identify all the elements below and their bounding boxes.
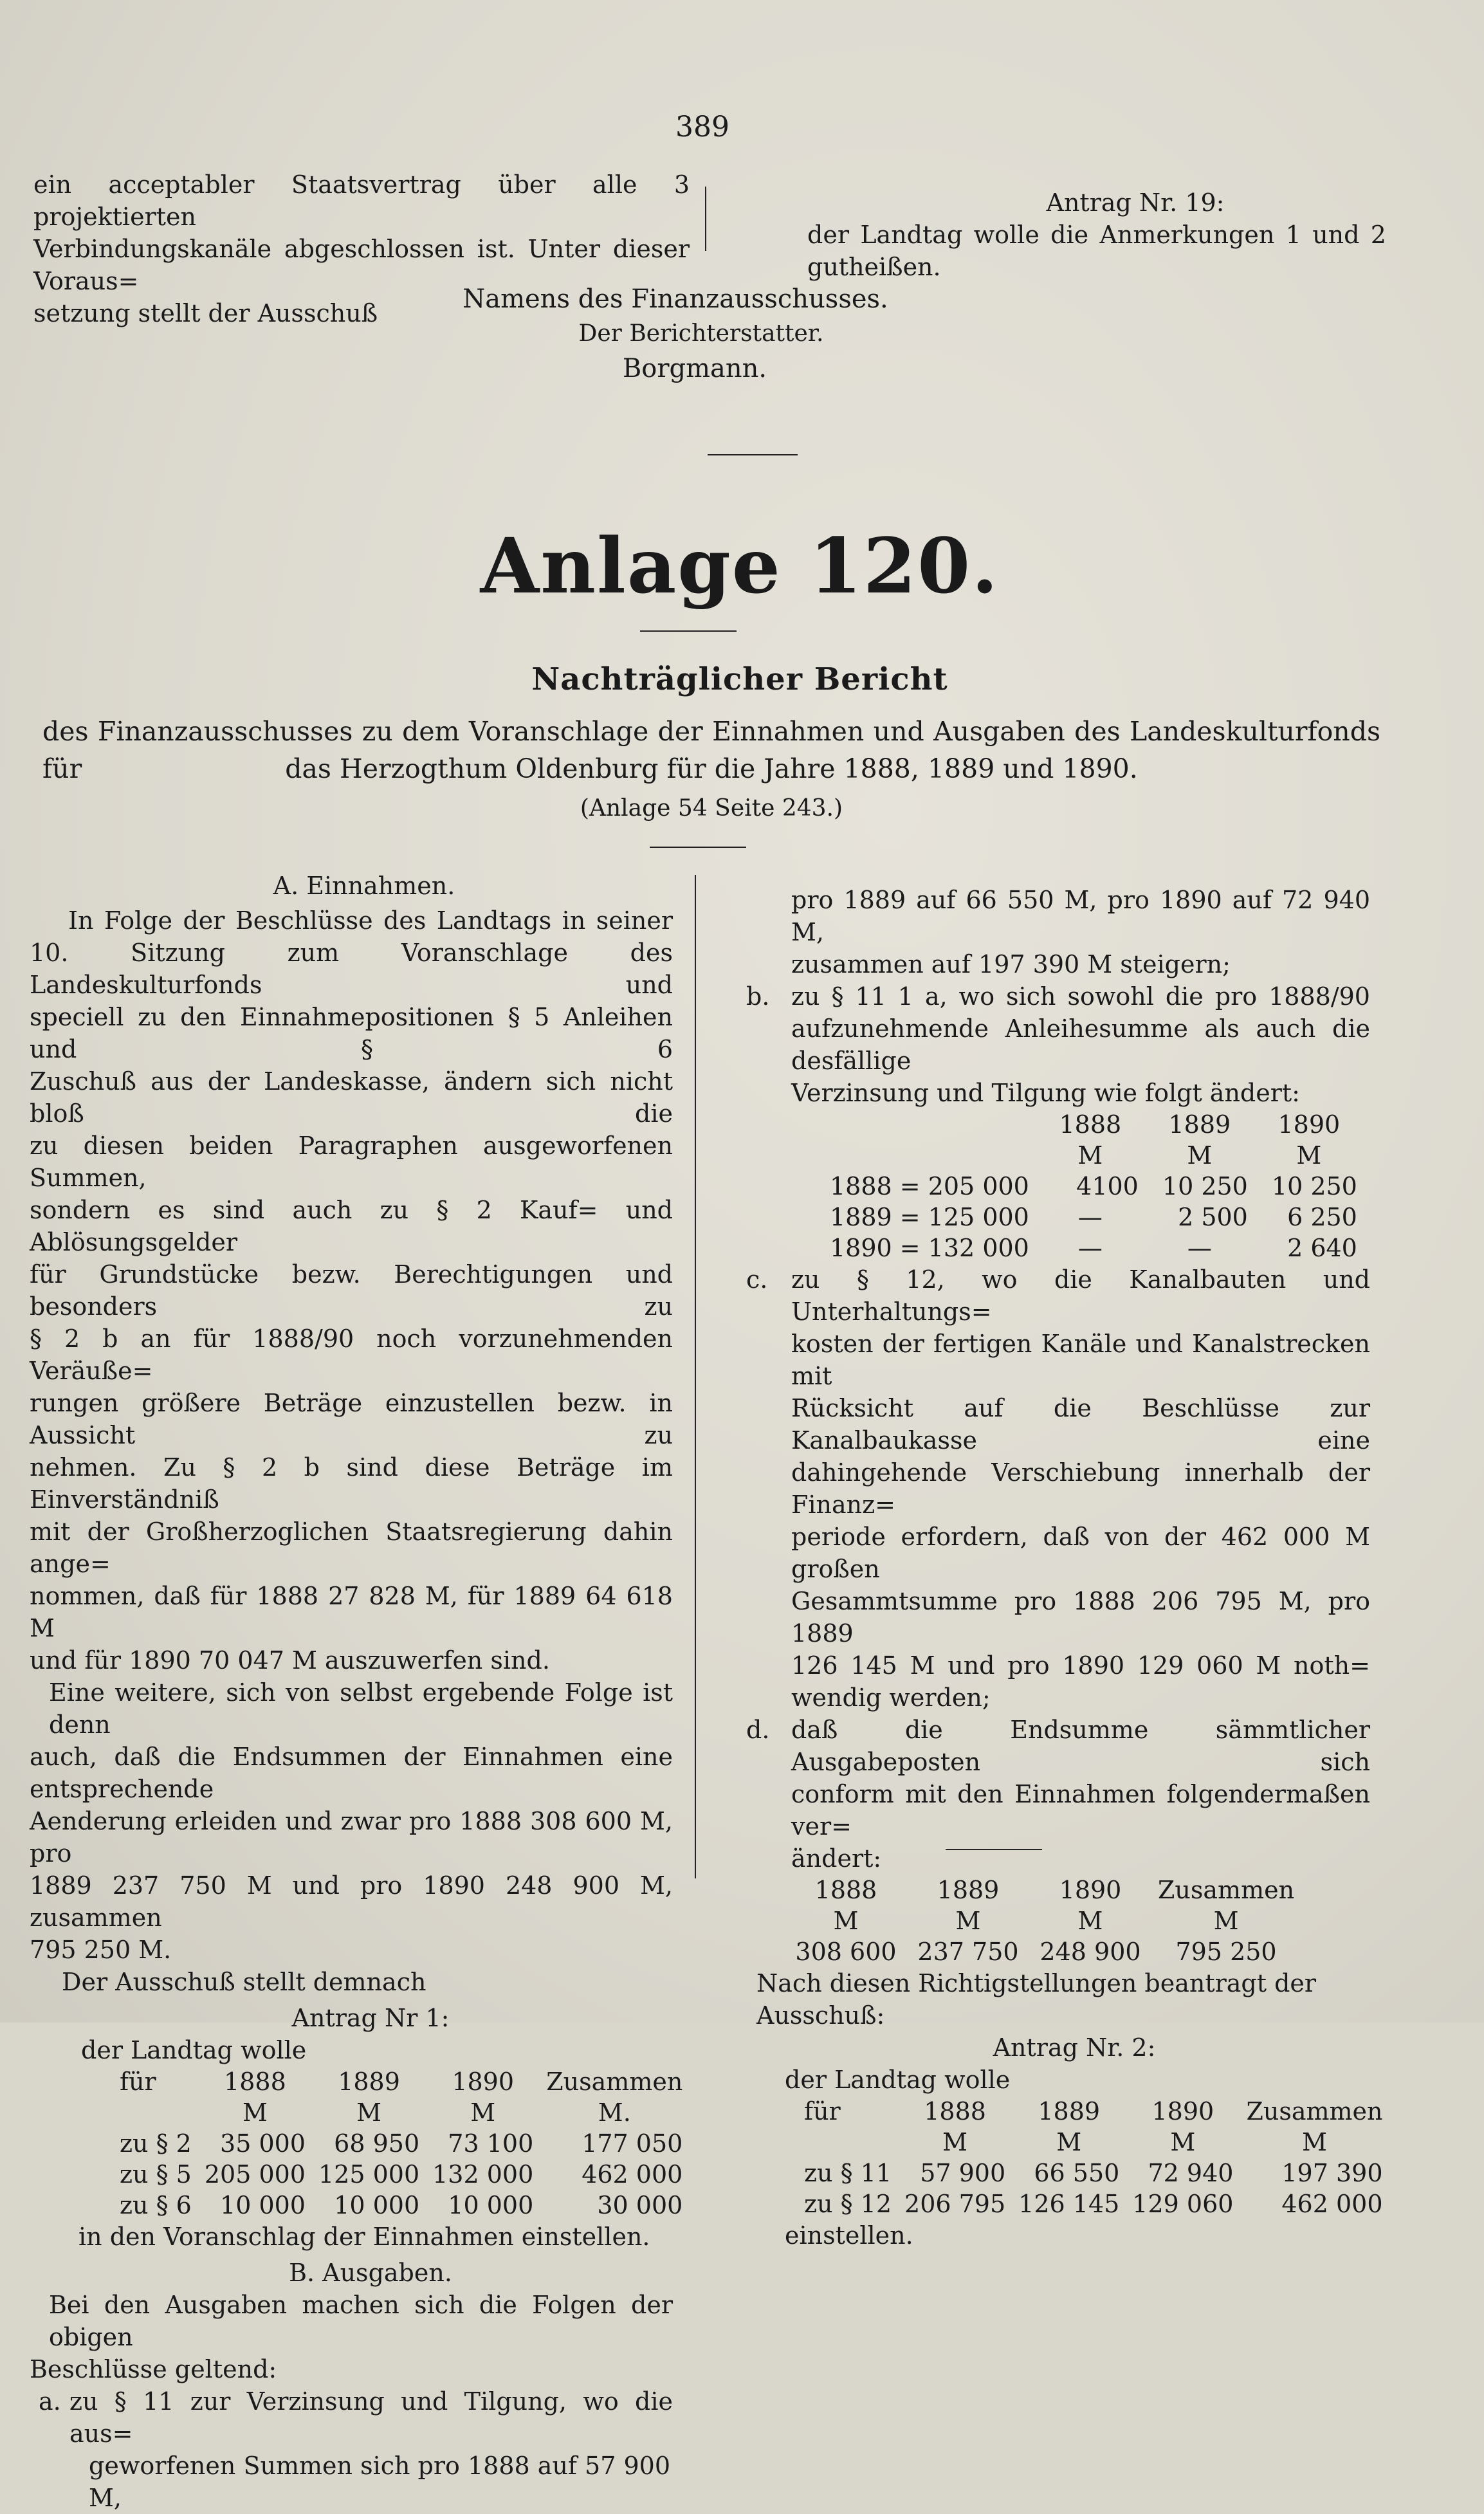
table-cell: zu § 12 (804, 2190, 892, 2218)
separator-rule (640, 630, 737, 632)
text-line: zu diesen beiden Paragraphen ausgeworfenen Summen, (30, 1132, 673, 1192)
antrag-2-label: Antrag Nr. 2: (993, 2033, 1156, 2062)
item-a (30, 2385, 673, 2514)
text-line: Rücksicht auf die Beschlüsse zur Kanalbaukasse eine (791, 1394, 1370, 1454)
table-cell: 462 000 (1281, 2190, 1383, 2218)
item-b (727, 980, 1370, 1109)
table-header-cell: 1890 (452, 2068, 515, 2096)
subtitle-reference: (Anlage 54 Seite 243.) (580, 795, 843, 821)
text-line: und für 1890 70 047 M auszuwerfen sind. (30, 1646, 550, 1674)
column-divider (695, 875, 696, 1878)
top-right-text (807, 187, 1386, 283)
table-header-cell: für (804, 2097, 841, 2125)
table-cell: M (1056, 2128, 1082, 2156)
text-line: conform mit den Einnahmen folgendermaßen ver= (791, 1780, 1370, 1840)
table-cell: 1889 = 125 000 (830, 1203, 1029, 1231)
item-d (727, 1714, 1370, 1875)
table-cell: 35 000 (220, 2129, 306, 2158)
table-header-cell: Zusammen (546, 2068, 683, 2096)
table-header-cell: 1888 (1059, 1110, 1122, 1139)
text-line: gutheißen. (807, 253, 941, 281)
text-line: rungen größere Beträge einzustellen bezw. in Aussicht zu (30, 1389, 673, 1449)
item-label: d. (746, 1716, 770, 1744)
separator-rule (650, 847, 746, 848)
text-line: In Folge der Beschlüsse des Landtags in seiner (68, 906, 673, 935)
table-cell: zu § 5 (120, 2160, 192, 2188)
table-header-row (785, 1875, 1301, 1905)
text-line: zu § 12, wo die Kanalbauten und Unterhaltungs= (791, 1265, 1370, 1326)
table-header-row (113, 2066, 689, 2097)
text-line: mit der Großherzoglichen Staatsregierung dahin ange= (30, 1518, 673, 1578)
table-header-cell: 1889 (338, 2068, 400, 2096)
signature-role: Der Berichterstatter. (578, 320, 824, 347)
table-cell: M (1077, 1907, 1103, 1935)
text-line: § 2 b an für 1888/90 noch vorzunehmenden Veräuße= (30, 1325, 673, 1385)
table-cell: 129 060 (1132, 2190, 1234, 2218)
table-cell: — (1077, 1234, 1103, 1262)
table-cell: 462 000 (582, 2160, 683, 2188)
text-line: periode erfordern, daß von der 462 000 M großen (791, 1523, 1370, 1583)
table-cell: — (1187, 1234, 1212, 1262)
text-line: wendig werden; (791, 1684, 991, 1712)
left-column (30, 870, 683, 2514)
table-unit-row (823, 1140, 1364, 1171)
table-cell: 72 940 (1148, 2159, 1234, 2187)
text-line: aufzunehmende Anleihesumme als auch die desfällige (791, 1014, 1370, 1075)
text-line: speciell zu den Einnahmepositionen § 5 Anleihen und § 6 (30, 1003, 673, 1063)
text-line: Verbindungskanäle abgeschlossen ist. Unter dieser Voraus= (33, 235, 690, 295)
text-line: 795 250 M. (30, 1936, 172, 1964)
item-label: a. (39, 2387, 61, 2416)
table-cell: 125 000 (318, 2160, 420, 2188)
table-cell: zu § 6 (120, 2191, 192, 2219)
antrag-1-label: Antrag Nr 1: (291, 2004, 450, 2032)
table-header-cell: 1890 (1059, 1876, 1122, 1904)
table-cell: M (955, 1907, 981, 1935)
table-row (113, 2128, 689, 2159)
text-line: nehmen. Zu § 2 b sind diese Beträge im Einverständniß (30, 1453, 673, 1514)
paragraph-2 (30, 1676, 673, 1966)
table-row (113, 2159, 689, 2190)
table-header-row (823, 1109, 1364, 1140)
table-cell: 30 000 (597, 2191, 683, 2219)
text-line: Der Ausschuß stellt demnach (62, 1968, 426, 1996)
table-cell: 10 000 (220, 2191, 306, 2219)
table-header-cell: 1888 (814, 1876, 877, 1904)
text-line: daß die Endsumme sämmtlicher Ausgabeposten sich (791, 1716, 1370, 1776)
item-c (727, 1263, 1370, 1714)
item-label: c. (746, 1265, 768, 1294)
subtitle-line: des Finanzausschusses zu dem Voranschlage der Einnahmen und Ausgaben des Landeskulturfonds für (42, 716, 1380, 784)
text-line: geworfenen Summen sich pro 1888 auf 57 900 M, (89, 2452, 671, 2512)
table-cell: 10 250 (1162, 1172, 1248, 1200)
table-cell: 132 000 (432, 2160, 534, 2188)
signature-name: Borgmann. (622, 354, 767, 383)
text-line: der Landtag wolle (81, 2036, 307, 2064)
totals-table (785, 1875, 1301, 1967)
table-row (823, 1171, 1364, 1202)
table-cell: M (1302, 2128, 1327, 2156)
section-a-heading: A. Einnahmen. (273, 872, 455, 900)
table-cell: 248 900 (1040, 1938, 1141, 1966)
right-column (727, 884, 1383, 2252)
table-cell: zu § 2 (120, 2129, 192, 2158)
table-unit-row (785, 1905, 1301, 1936)
table-cell: 1890 = 132 000 (830, 1234, 1029, 1262)
table-header-cell: für (120, 2068, 156, 2096)
table-cell: 10 250 (1271, 1172, 1357, 1200)
column-divider (705, 187, 706, 251)
text-line: Bei den Ausgaben machen sich die Folgen der obigen (49, 2291, 673, 2351)
table-cell: 73 100 (448, 2129, 534, 2158)
table-header-cell: 1889 (1038, 2097, 1101, 2125)
interest-table (823, 1109, 1364, 1263)
text-line: nommen, daß für 1888 27 828 M, für 1889 64 618 M (30, 1582, 673, 1642)
table-row (823, 1202, 1364, 1233)
signature-committee: Namens des Finanzausschusses. (463, 284, 888, 314)
separator-rule (708, 454, 798, 455)
text-line: 1889 237 750 M und pro 1890 248 900 M, zusammen (30, 1871, 673, 1932)
text-line: dahingehende Verschiebung innerhalb der Finanz= (791, 1458, 1370, 1519)
table-cell: 205 000 (204, 2160, 306, 2188)
table-row (113, 2190, 689, 2221)
table-header-cell: 1889 (1168, 1110, 1231, 1139)
table-cell: 206 795 (904, 2190, 1006, 2218)
table-cell: 4100 (1076, 1172, 1139, 1200)
text-line: der Landtag wolle die Anmerkungen 1 und 2 (807, 221, 1386, 249)
table-cell: 126 145 (1018, 2190, 1120, 2218)
table-cell: M (470, 2098, 496, 2127)
text-line: zusammen auf 197 390 M steigern; (791, 950, 1231, 978)
table-cell: 6 250 (1287, 1203, 1357, 1231)
table-header-cell: 1888 (224, 2068, 286, 2096)
table-row (823, 1233, 1364, 1263)
table-cell: 2 500 (1178, 1203, 1248, 1231)
table-unit-row (798, 2127, 1389, 2158)
table-cell (113, 2097, 198, 2128)
table-cell: 197 390 (1281, 2159, 1383, 2187)
table-cell: M (1213, 1907, 1239, 1935)
signature-block (450, 282, 901, 386)
income-table (113, 2066, 689, 2221)
table-cell: 10 000 (448, 2191, 534, 2219)
text-line: pro 1889 auf 66 550 M, pro 1890 auf 72 940 M, (791, 886, 1370, 946)
table-cell: 68 950 (334, 2129, 420, 2158)
section-b-heading: B. Ausgaben. (289, 2259, 452, 2287)
table-header-cell: Zusammen (1158, 1876, 1295, 1904)
antrag-19-label: Antrag Nr. 19: (1046, 188, 1225, 217)
table-row (785, 1936, 1301, 1967)
table-unit-row (113, 2097, 689, 2128)
table-cell (823, 1140, 1036, 1171)
table-cell: M (942, 2128, 968, 2156)
table-cell: M (1296, 1141, 1322, 1170)
text-line: Verzinsung und Tilgung wie folgt ändert: (791, 1079, 1300, 1107)
text-line: kosten der fertigen Kanäle und Kanalstrecken mit (791, 1330, 1370, 1390)
table-row (798, 2188, 1389, 2219)
text-line: setzung stellt der Ausschuß (33, 299, 378, 327)
table-cell: — (1077, 1203, 1103, 1231)
text-line: Nach diesen Richtigstellungen beantragt der Ausschuß: (756, 1969, 1317, 2030)
table-cell: M (356, 2098, 382, 2127)
table-cell: 66 550 (1034, 2159, 1120, 2187)
text-line: 126 145 M und pro 1890 129 060 M noth= (791, 1651, 1370, 1680)
text-line: auch, daß die Endsummen der Einnahmen eine entsprechende (30, 1743, 673, 1803)
document-title: Anlage 120. (480, 521, 1000, 610)
table-cell: 795 250 (1175, 1938, 1277, 1966)
report-heading: Nachträglicher Bericht (531, 661, 948, 697)
table-cell: zu § 11 (804, 2159, 892, 2187)
table-header-row (798, 2096, 1389, 2127)
text-line: Zuschuß aus der Landeskasse, ändern sich nicht bloß die (30, 1067, 673, 1128)
text-line: in den Voranschlag der Einnahmen einstellen. (78, 2223, 650, 2251)
table-cell: 177 050 (582, 2129, 683, 2158)
paragraph-1 (30, 904, 673, 1676)
table-cell: 2 640 (1287, 1234, 1357, 1262)
table-cell: M (1077, 1141, 1103, 1170)
text-line: zu § 11 1 a, wo sich sowohl die pro 1888/90 (791, 982, 1370, 1011)
item-label: b. (746, 982, 770, 1011)
text-line: Eine weitere, sich von selbst ergebende Folge ist denn (49, 1678, 673, 1739)
table-cell (823, 1109, 1036, 1140)
table-cell (798, 2127, 898, 2158)
table-cell: 308 600 (795, 1938, 897, 1966)
table-header-cell: 1888 (924, 2097, 986, 2125)
table-cell: M (1170, 2128, 1196, 2156)
page-number: 389 (675, 111, 729, 143)
text-line: zu § 11 zur Verzinsung und Tilgung, wo die aus= (69, 2387, 673, 2448)
text-line: Gesammtsumme pro 1888 206 795 M, pro 1889 (791, 1587, 1370, 1647)
text-line: der Landtag wolle (785, 2066, 1011, 2094)
table-header-cell: Zusammen (1246, 2097, 1383, 2125)
text-line: ein acceptabler Staatsvertrag über alle 3 projektierten (33, 170, 690, 231)
table-header-cell: 1890 (1151, 2097, 1214, 2125)
table-row (798, 2158, 1389, 2188)
separator-rule (946, 1849, 1042, 1850)
table-cell: 57 900 (920, 2159, 1006, 2187)
table-cell: 1888 = 205 000 (830, 1172, 1029, 1200)
text-line: sondern es sind auch zu § 2 Kauf= und Ablösungsgelder (30, 1196, 673, 1256)
table-cell: M (242, 2098, 268, 2127)
table-cell: M. (598, 2098, 631, 2127)
expense-table (798, 2096, 1389, 2219)
table-cell: M (833, 1907, 859, 1935)
text-line: Aenderung erleiden und zwar pro 1888 308 600 M, pro (30, 1807, 673, 1867)
text-line: ändert: (791, 1844, 882, 1873)
table-cell: 10 000 (334, 2191, 420, 2219)
table-cell: M (1187, 1141, 1213, 1170)
text-line: 10. Sitzung zum Voranschlage des Landeskulturfonds und (30, 939, 673, 999)
table-header-cell: 1889 (937, 1876, 1000, 1904)
text-line: Beschlüsse geltend: (30, 2355, 277, 2383)
table-cell: 237 750 (917, 1938, 1019, 1966)
text-line: für Grundstücke bezw. Berechtigungen und besonders zu (30, 1260, 673, 1321)
table-header-cell: 1890 (1278, 1110, 1341, 1139)
subtitle-line: das Herzogthum Oldenburg für die Jahre 1888, 1889 und 1890. (285, 753, 1138, 784)
text-line: einstellen. (785, 2221, 913, 2250)
